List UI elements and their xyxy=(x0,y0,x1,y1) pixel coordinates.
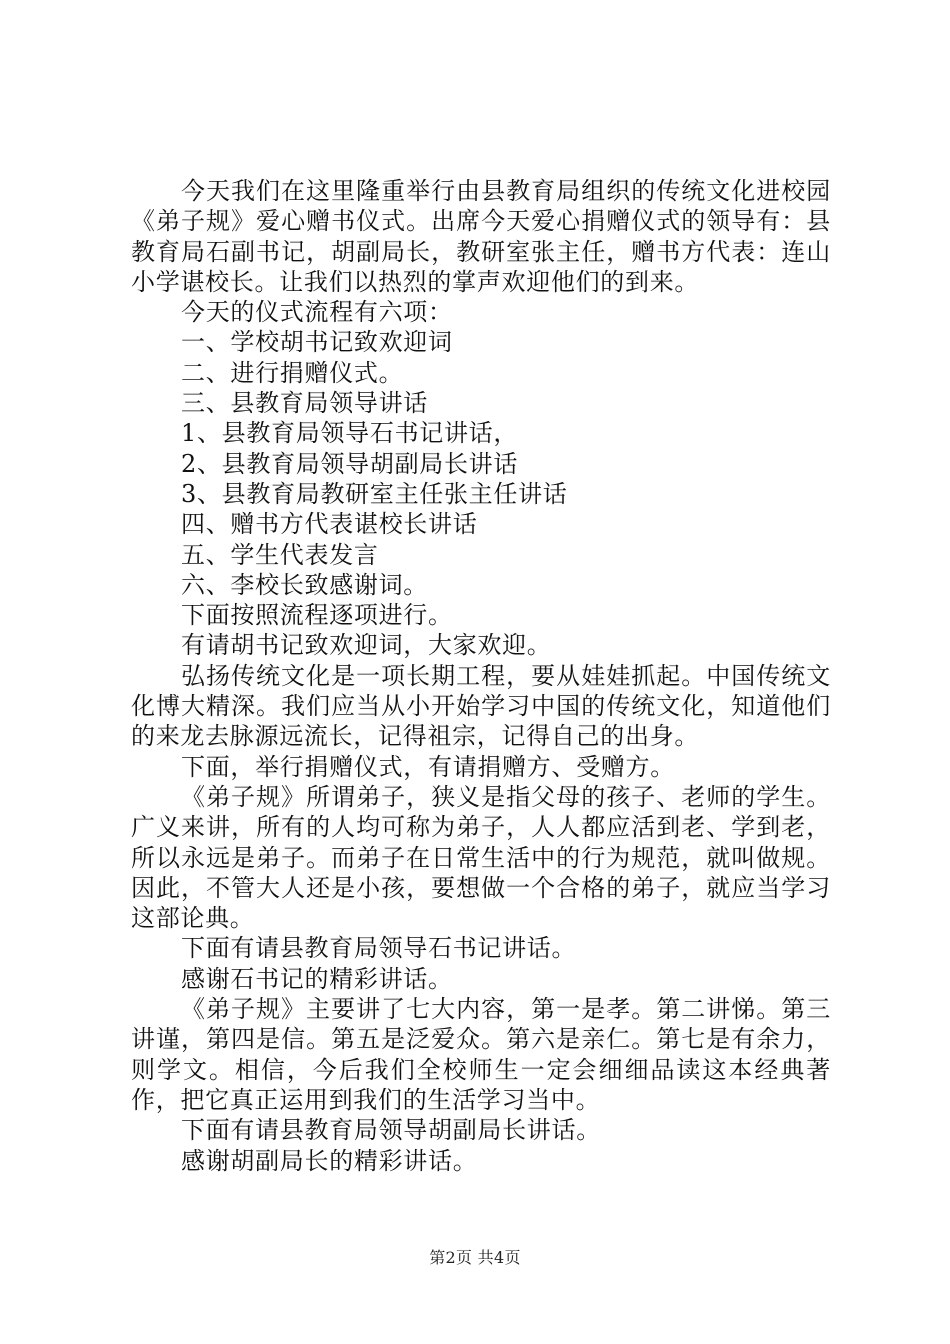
paragraph-proceed: 下面按照流程逐项进行。 xyxy=(181,601,453,630)
paragraph-welcome-invite: 有请胡书记致欢迎词，大家欢迎。 xyxy=(181,631,552,660)
agenda-item-5: 五、学生代表发言 xyxy=(181,540,379,569)
paragraph-donation-ceremony: 下面，举行捐赠仪式，有请捐赠方、受赠方。 xyxy=(181,752,675,781)
agenda-item-6: 六、李校长致感谢词。 xyxy=(181,570,428,599)
agenda-item-2: 二、进行捐赠仪式。 xyxy=(181,358,404,387)
paragraph-dizigui-meaning: 《弟子规》所谓弟子，狭义是指父母的孩子、老师的学生。广义来讲，所有的人均可称为弟子，人人都应活到老、学到老，所以永远是弟子。而弟子在日常生活中的行为规范，就叫做规。因此，不管大人还是小孩，要想做一个合格的弟子，就应当学习这部论典。 xyxy=(131,782,831,933)
paragraph-thanks-shi: 感谢石书记的精彩讲话。 xyxy=(181,964,453,993)
agenda-subitem-3: 3、县教育局教研室主任张主任讲话 xyxy=(181,479,568,508)
agenda-subitem-2: 2、县教育局领导胡副局长讲话 xyxy=(181,449,519,478)
paragraph-culture: 弘扬传统文化是一项长期工程，要从娃娃抓起。中国传统文化博大精深。我们应当从小开始学习中国的传统文化，知道他们的来龙去脉源远流长，记得祖宗，记得自己的出身。 xyxy=(131,661,831,751)
document-body xyxy=(131,176,831,1176)
page-number-footer: 第2页 共4页 xyxy=(429,1248,521,1267)
paragraph-thanks-hu: 感谢胡副局长的精彩讲话。 xyxy=(181,1146,478,1175)
paragraph-dizigui-content: 《弟子规》主要讲了七大内容，第一是孝。第二讲悌。第三讲谨，第四是信。第五是泛爱众。第六是亲仁。第七是有余力，则学文。相信，今后我们全校师生一定会细细品读这本经典著作，把它真正运用到我们的生活学习当中。 xyxy=(131,995,831,1114)
paragraph-opening: 今天我们在这里隆重举行由县教育局组织的传统文化进校园《弟子规》爱心赠书仪式。出席今天爱心捐赠仪式的领导有：县教育局石副书记，胡副局长，教研室张主任，赠书方代表：连山小学谌校长。让我们以热烈的掌声欢迎他们的到来。 xyxy=(131,177,831,296)
paragraph-agenda-intro: 今天的仪式流程有六项： xyxy=(181,298,453,327)
agenda-item-1: 一、学校胡书记致欢迎词 xyxy=(181,328,453,357)
paragraph-invite-hu: 下面有请县教育局领导胡副局长讲话。 xyxy=(181,1116,601,1145)
paragraph-invite-shi: 下面有请县教育局领导石书记讲话。 xyxy=(181,934,577,963)
agenda-item-4: 四、赠书方代表谌校长讲话 xyxy=(181,510,478,539)
agenda-subitem-1: 1、县教育局领导石书记讲话， xyxy=(181,419,519,448)
agenda-item-3: 三、县教育局领导讲话 xyxy=(181,389,428,418)
